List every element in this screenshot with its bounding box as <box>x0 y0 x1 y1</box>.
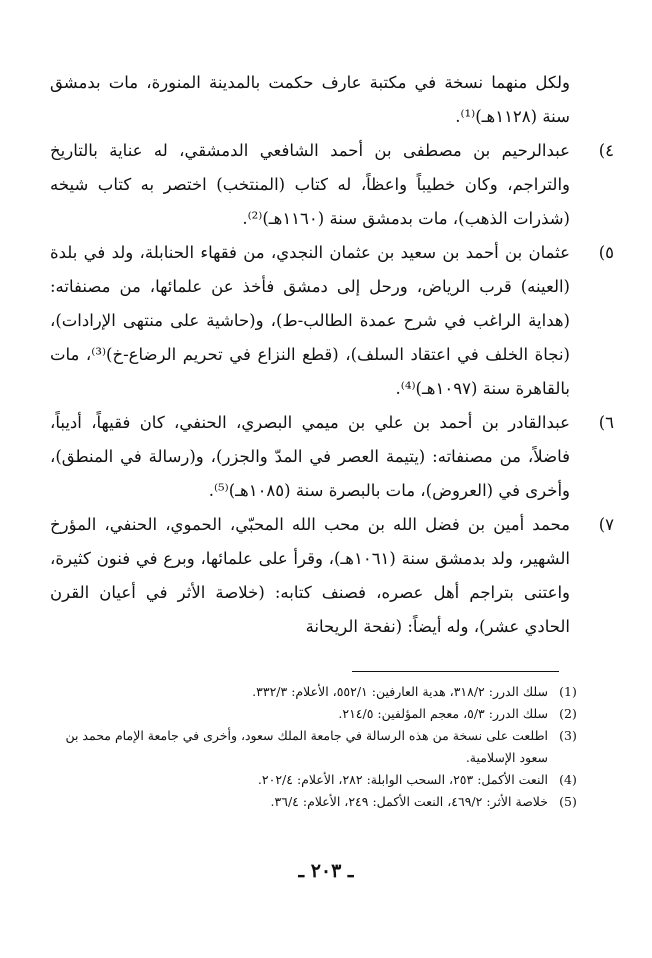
entry-number: ٦) <box>598 413 614 432</box>
entry-number: ٥) <box>598 243 614 262</box>
entry-text: عثمان بن أحمد بن سعيد بن عثمان النجدي، من فقهاء الحنابلة، ولد في بلدة (العينه) قرب الرياض، ورحل إلى دمشق فأخذ عن علمائها، من مصنفاته: (هداية الراغب في شرح عمدة الطالب-ط)، و(حاشية على منتهى الإرادات)، (نجاة الخلف في اعتقاد السلف)، (قطع النزاع في تحريم الرضاع-خ)⁽³⁾، مات بالقاهرة سنة (١٠٩٧هـ)⁽⁴⁾. <box>50 243 570 398</box>
entry-number: ٤) <box>598 141 614 160</box>
footnote-text: سلك الدرر: ٥/٣، معجم المؤلفين: ٢١٤/٥. <box>338 706 548 721</box>
biography-entry-6 <box>50 406 614 508</box>
footnote-number: (1) <box>559 684 577 699</box>
footnote-text: خلاصة الأثر: ٤٦٩/٢، النعت الأكمل: ٢٤٩، الأعلام: ٣٦/٤. <box>270 794 548 809</box>
footnote-number: (2) <box>559 706 577 721</box>
footnote-4 <box>40 769 580 791</box>
entry-text: عبدالقادر بن أحمد بن علي بن ميمي البصري، الحنفي، كان فقيهاً، أديباً، فاضلاً، من مصنفاته: (يتيمة العصر في المدّ والجزر)، و(رسالة في المنطق)، وأخرى في (العروض)، مات بالبصرة سنة (١٠٨٥هـ)⁽⁵⁾. <box>50 413 570 500</box>
footnote-text: سلك الدرر: ٣١٨/٢، هدية العارفين: ٥٥٢/١، الأعلام: ٣٣٢/٣. <box>252 684 548 699</box>
biography-entry-4 <box>50 134 614 236</box>
footnote-2 <box>40 703 580 725</box>
footnote-1 <box>40 681 580 703</box>
footnotes <box>40 681 580 813</box>
footnote-number: (4) <box>559 772 577 787</box>
footnote-number: (5) <box>559 794 577 809</box>
biography-entry-7 <box>50 508 614 644</box>
entry-text: عبدالرحيم بن مصطفى بن أحمد الشافعي الدمشقي، له عناية بالتاريخ والتراجم، وكان خطيباً واعظاً، له كتاب (المنتخب) اختصر به كتاب شيخه (شذرات الذهب)، مات بدمشق سنة (١١٦٠هـ)⁽²⁾. <box>50 141 570 228</box>
footnote-number: (3) <box>559 728 577 743</box>
footnote-5 <box>40 791 580 813</box>
footnote-divider <box>352 671 559 672</box>
page-number: ـ ٢٠٣ ـ <box>298 860 354 882</box>
biography-entry-5 <box>50 236 614 406</box>
footnote-text: النعت الأكمل: ٢٥٣، السحب الوابلة: ٢٨٢، الأعلام: ٢٠٢/٤. <box>257 772 548 787</box>
footnote-3 <box>40 725 580 769</box>
intro-paragraph: ولكل منهما نسخة في مكتبة عارف حكمت بالمدينة المنورة، مات بدمشق سنة (١١٢٨هـ)⁽¹⁾. <box>50 73 570 126</box>
entry-number: ٧) <box>598 515 614 534</box>
main-text <box>40 66 614 644</box>
footnote-text: اطلعت على نسخة من هذه الرسالة في جامعة الملك سعود، وأخرى في جامعة الإمام محمد بن سعود الإسلامية. <box>65 728 548 765</box>
entry-text: محمد أمين بن فضل الله بن محب الله المحبّي، الحموي، الحنفي، المؤرخ الشهير، ولد بدمشق سنة (١٠٦١هـ)، وقرأ على علمائها، وبرع في فنون كثيرة، واعتنى بتراجم أهل عصره، فصنف كتابه: (خلاصة الأثر في أعيان القرن الحادي عشر)، وله أيضاً: (نفحة الريحانة <box>50 515 570 636</box>
